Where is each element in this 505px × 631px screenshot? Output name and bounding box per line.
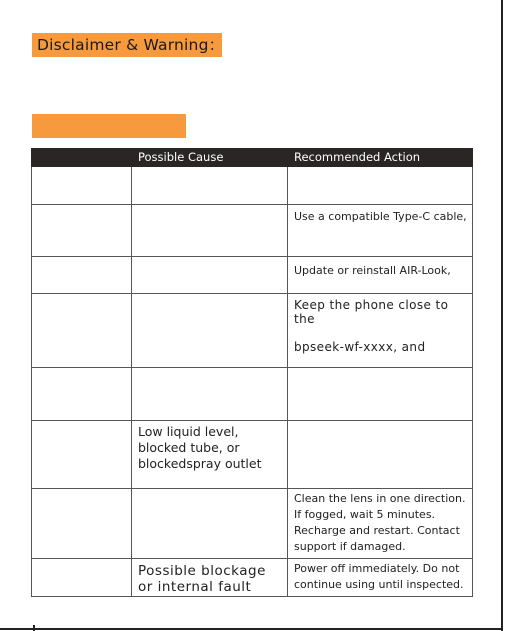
issue-cell (32, 294, 132, 368)
issue-cell (32, 421, 132, 489)
column-header-action: Recommended Action (288, 149, 473, 167)
section-heading-bar (32, 114, 186, 138)
cause-cell (132, 205, 288, 257)
action-text: Clean the lens in one direction. If fogged, wait 5 minutes. Recharge and restart. Contact support if damaged. (294, 492, 466, 553)
table-row (32, 421, 473, 489)
action-text: Keep the phone close to the bpseek-wf-xxxx, and (294, 298, 449, 354)
cause-cell (132, 257, 288, 294)
cause-cell (132, 421, 288, 489)
page-border-right (501, 0, 503, 631)
action-text: Use a compatible Type-C cable, (294, 210, 467, 223)
cause-cell (132, 489, 288, 559)
action-cell (288, 294, 473, 368)
table-row (32, 294, 473, 368)
cause-text: Low liquid level, blocked tube, or blockedspray outlet (138, 424, 262, 471)
issue-cell (32, 559, 132, 597)
action-cell (288, 167, 473, 205)
action-text: Update or reinstall AIR-Look, (294, 264, 451, 277)
page-tick-mark (33, 625, 35, 631)
table-row (32, 257, 473, 294)
action-cell (288, 205, 473, 257)
action-text: Power off immediately. Do not continue using until inspected. (294, 562, 464, 591)
cause-cell (132, 368, 288, 421)
troubleshooting-table (31, 148, 473, 597)
issue-cell (32, 167, 132, 205)
disclaimer-heading: Disclaimer & Warning： (32, 33, 222, 57)
action-cell (288, 489, 473, 559)
column-header-cause: Possible Cause (132, 149, 288, 167)
cause-cell (132, 559, 288, 597)
issue-cell (32, 368, 132, 421)
action-cell (288, 257, 473, 294)
column-header-issue (32, 149, 132, 167)
cause-cell (132, 294, 288, 368)
table-row (32, 167, 473, 205)
table-row (32, 489, 473, 559)
action-cell (288, 368, 473, 421)
page-border-bottom (0, 628, 503, 630)
issue-cell (32, 205, 132, 257)
action-cell (288, 559, 473, 597)
action-cell (288, 421, 473, 489)
table-header-row (32, 149, 473, 167)
cause-text: Possible blockage or internal fault (138, 563, 266, 595)
cause-cell (132, 167, 288, 205)
table-row (32, 368, 473, 421)
issue-cell (32, 257, 132, 294)
table-row (32, 559, 473, 597)
table-row (32, 205, 473, 257)
issue-cell (32, 489, 132, 559)
